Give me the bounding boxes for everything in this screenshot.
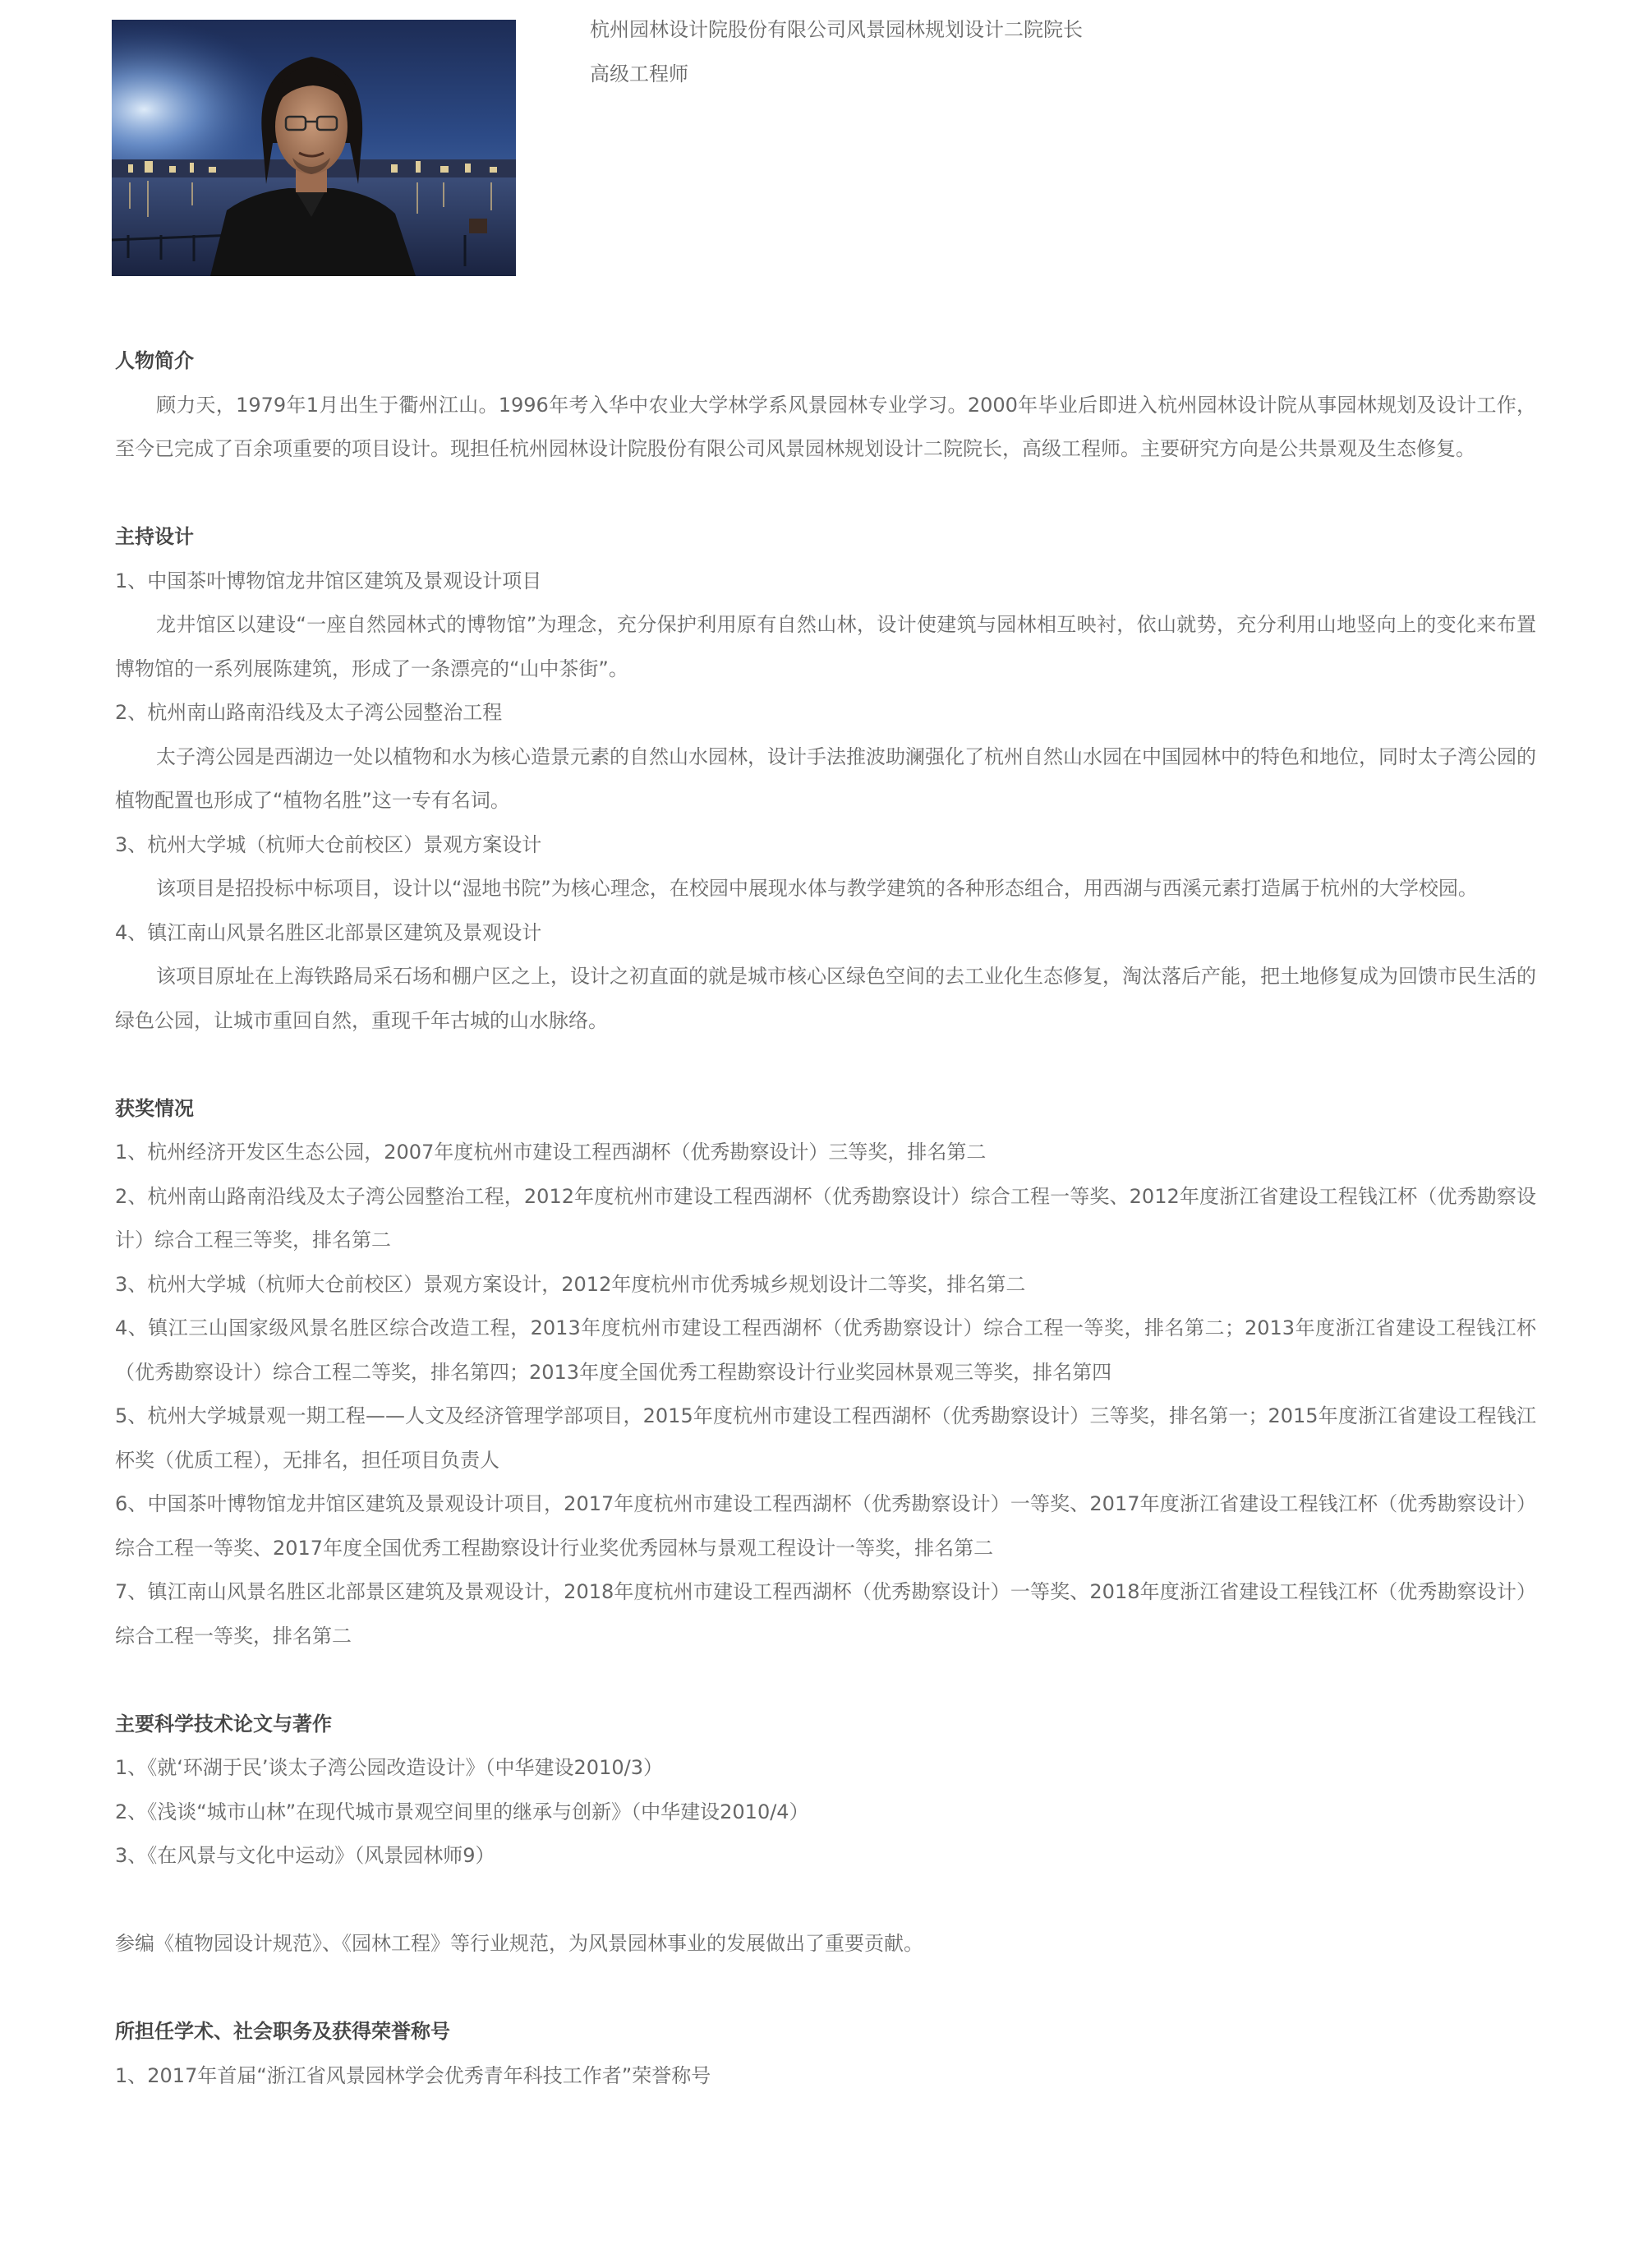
header-info xyxy=(590,15,1576,104)
award-item: 1、杭州经济开发区生态公园，2007年度杭州市建设工程西湖杯（优秀勘察设计）三等奖，排名第二 xyxy=(115,1141,987,1164)
design-title: 2、杭州南山路南沿线及太子湾公园整治工程 xyxy=(115,701,503,724)
job-title: 高级工程师 xyxy=(590,62,688,85)
award-item: 5、杭州大学城景观一期工程——人文及经济管理学部项目，2015年度杭州市建设工程西湖杯（优秀勘察设计）三等奖，排名第一；2015年度浙江省建设工程钱江杯奖（优质工程），无排名，担任项目负责人 xyxy=(115,1404,1536,1472)
section-heading: 主要科学技术论文与著作 xyxy=(115,1712,332,1736)
section-papers xyxy=(115,1703,1536,1878)
design-title: 3、杭州大学城（杭师大仓前校区）景观方案设计 xyxy=(115,832,542,856)
job-position: 杭州园林设计院股份有限公司风景园林规划设计二院院长 xyxy=(590,18,1083,41)
section-awards xyxy=(115,1087,1536,1659)
section-heading: 所担任学术、社会职务及获得荣誉称号 xyxy=(115,2020,450,2043)
design-item xyxy=(115,691,1536,823)
award-item: 6、中国茶叶博物馆龙井馆区建筑及景观设计项目，2017年度杭州市建设工程西湖杯（优秀勘察设计）一等奖、2017年度浙江省建设工程钱江杯（优秀勘察设计）综合工程一等奖、2017年度全国优秀工程勘察设计行业奖优秀园林与景观工程设计一等奖，排名第二 xyxy=(115,1492,1536,1560)
award-item: 4、镇江三山国家级风景名胜区综合改造工程，2013年度杭州市建设工程西湖杯（优秀勘察设计）综合工程一等奖，排名第二；2013年度浙江省建设工程钱江杯（优秀勘察设计）综合工程二等奖，排名第四；2013年度全国优秀工程勘察设计行业奖园林景观三等奖，排名第四 xyxy=(115,1316,1536,1384)
contribution-text: 参编《植物园设计规范》、《园林工程》等行业规范，为风景园林事业的发展做出了重要贡献。 xyxy=(115,1932,923,1955)
design-description: 该项目原址在上海铁路局采石场和棚户区之上，设计之初直面的就是城市核心区绿色空间的去工业化生态修复，淘汰落后产能，把土地修复成为回馈市民生活的绿色公园，让城市重回自然，重现千年古城的山水脉络。 xyxy=(115,965,1536,1032)
section-heading: 人物简介 xyxy=(115,349,194,372)
paper-item: 3、《在风景与文化中运动》（风景园林师9） xyxy=(115,1844,495,1867)
section-contribution xyxy=(115,1922,1536,1966)
design-description: 该项目是招投标中标项目，设计以“湿地书院”为核心理念，在校园中展现水体与教学建筑的各种形态组合，用西湖与西溪元素打造属于杭州的大学校园。 xyxy=(156,877,1478,900)
design-description: 龙井馆区以建设“一座自然园林式的博物馆”为理念，充分保护利用原有自然山林，设计使建筑与园林相互映衬，依山就势，充分利用山地竖向上的变化来布置博物馆的一系列展陈建筑，形成了一条漂亮的“山中茶街”。 xyxy=(115,613,1536,680)
award-item: 2、杭州南山路南沿线及太子湾公园整治工程，2012年度杭州市建设工程西湖杯（优秀勘察设计）综合工程一等奖、2012年度浙江省建设工程钱江杯（优秀勘察设计）综合工程三等奖，排名第二 xyxy=(115,1184,1536,1252)
section-honors xyxy=(115,2010,1536,2098)
section-profile xyxy=(115,339,1536,472)
design-title: 4、镇江南山风景名胜区北部景区建筑及景观设计 xyxy=(115,920,542,944)
section-heading: 获奖情况 xyxy=(115,1096,194,1120)
paper-item: 1、《就‘环湖于民’谈太子湾公园改造设计》（中华建设2010/3） xyxy=(115,1756,663,1779)
award-item: 7、镇江南山风景名胜区北部景区建筑及景观设计，2018年度杭州市建设工程西湖杯（优秀勘察设计）一等奖、2018年度浙江省建设工程钱江杯（优秀勘察设计）综合工程一等奖，排名第二 xyxy=(115,1580,1536,1648)
design-item xyxy=(115,823,1536,911)
design-item xyxy=(115,560,1536,692)
profile-text: 顾力天，1979年1月出生于衢州江山。1996年考入华中农业大学林学系风景园林专业学习。2000年毕业后即进入杭州园林设计院从事园林规划及设计工作，至今已完成了百余项重要的项目设计。现担任杭州园林设计院股份有限公司风景园林规划设计二院院长，高级工程师。主要研究方向是公共景观及生态修复。 xyxy=(115,393,1536,460)
portrait-illustration xyxy=(112,20,516,276)
portrait-photo xyxy=(112,20,516,276)
design-description: 太子湾公园是西湖边一处以植物和水为核心造景元素的自然山水园林，设计手法推波助澜强化了杭州自然山水园在中国园林中的特色和地位，同时太子湾公园的植物配置也形成了“植物名胜”这一专有名词。 xyxy=(115,744,1536,812)
award-item: 3、杭州大学城（杭师大仓前校区）景观方案设计，2012年度杭州市优秀城乡规划设计二等奖，排名第二 xyxy=(115,1272,1026,1296)
design-item xyxy=(115,911,1536,1044)
profile-content xyxy=(115,339,1536,2142)
section-designs xyxy=(115,515,1536,1043)
design-title: 1、中国茶叶博物馆龙井馆区建筑及景观设计项目 xyxy=(115,569,542,592)
paper-item: 2、《浅谈“城市山林”在现代城市景观空间里的继承与创新》（中华建设2010/4） xyxy=(115,1800,809,1823)
honor-item: 1、2017年首届“浙江省风景园林学会优秀青年科技工作者”荣誉称号 xyxy=(115,2063,711,2087)
section-heading: 主持设计 xyxy=(115,525,194,548)
